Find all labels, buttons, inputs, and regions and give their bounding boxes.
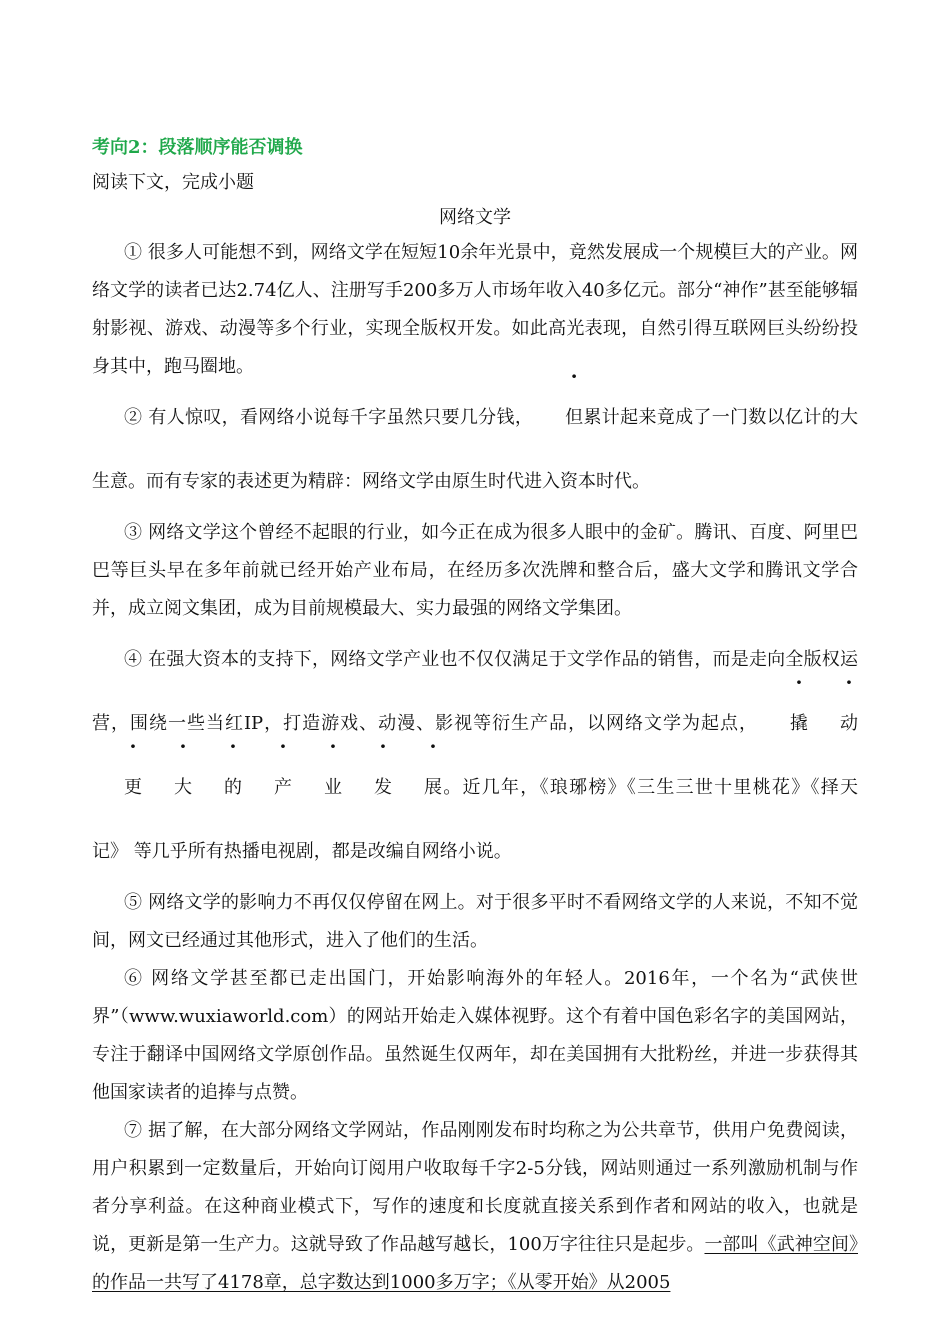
paragraph-2-text-b: 累计起来竟成了一门数以亿计的大生意。而有专家的表述更为精辟：网络文学由原生时代进入资本时代。: [92, 407, 858, 492]
paragraph-7-text: ⑦ 据了解，在大部分网络文学网站，作品刚刚发布时均称之为公共章节，供用户免费阅读，用户积累到一定数量后，开始向订阅用户收取每千字2-5分钱，网站则通过一系列激励机制与作者分享利益。在这种商业模式下，写作的速度和长度就直接关系到作者和网站的收入，也就是说，更新是第一生产力。这就导致了作品越写越长，100万字往往只是起步。: [92, 1120, 858, 1255]
paragraph-2: [92, 386, 858, 514]
paragraph-1: ① 很多人可能想不到，网络文学在短短10余年光景中，竟然发展成一个规模巨大的产业。网络文学的读者已达2.74亿人、注册写手200多万人市场年收入40多亿元。部分“神作”甚至能够辐射影视、游戏、动漫等多个行业，实现全版权开发。如此高光表现，自然引得互联网巨头纷纷投身其中，跑马圈地。: [92, 242, 858, 377]
emphasis-mark: 展: [424, 777, 442, 798]
paragraph-4-text-b: 。近几年，《琅琊榜》《三生三世十里桃花》《择天记》 等几乎所有热播电视剧，都是改编自网络小说。: [92, 777, 858, 862]
underlined-sentence: 一部叫《武神空间》的作品一共写了4178章，总字数达到1000多万字；《从零开始》从2005: [92, 1234, 858, 1293]
section-heading: 考向2：段落顺序能否调换: [92, 137, 303, 158]
paragraph-7: [92, 1112, 858, 1302]
emphasis-mark: 大: [174, 777, 192, 798]
paragraph-2-text-a: ② 有人惊叹，看网络小说每千字虽然只要几分钱，: [124, 407, 534, 428]
emphasis-mark: 业: [324, 777, 342, 798]
paragraph-6: ⑥ 网络文学甚至都已走出国门，开始影响海外的年轻人。2016年，一个名为“武侠世界”（www.wuxiaworld.com）的网站开始走入媒体视野。这个有着中国色彩名字的美国网站，专注于翻译中国网络文学原创作品。虽然诞生仅两年，却在美国拥有大批粉丝，并进一步获得其他国家读者的追捧与点赞。: [92, 968, 858, 1103]
paragraph-5: ⑤ 网络文学的影响力不再仅仅停留在网上。对于很多平时不看网络文学的人来说，不知不觉间，网文已经通过其他形式，进入了他们的生活。: [92, 892, 858, 951]
emphasis-mark: 发: [374, 777, 392, 798]
emphasis-mark: 的: [224, 777, 242, 798]
emphasis-mark: 撬: [790, 713, 808, 734]
paragraph-4: [92, 628, 858, 884]
document-content: [92, 132, 858, 1302]
paragraph-4-text-a: ④ 在强大资本的支持下，网络文学产业也不仅仅满足于文学作品的销售，而是走向全版权运营，围绕一些当红IP，打造游戏、动漫、影视等衍生产品，以网络文学为起点，: [92, 649, 858, 734]
article-title: 网络文学: [439, 207, 511, 228]
emphasis-mark: 更: [124, 777, 142, 798]
instruction-text: 阅读下文，完成小题: [92, 172, 254, 193]
paragraph-3: ③ 网络文学这个曾经不起眼的行业，如今正在成为很多人眼中的金矿。腾讯、百度、阿里巴巴等巨头早在多年前就已经开始产业布局，在经历多次洗牌和整合后，盛大文学和腾讯文学合并，成立阅文集团，成为目前规模最大、实力最强的网络文学集团。: [92, 522, 858, 619]
emphasis-mark: 但: [565, 407, 584, 428]
emphasis-mark: 产: [274, 777, 292, 798]
emphasis-mark: 动: [840, 713, 858, 734]
